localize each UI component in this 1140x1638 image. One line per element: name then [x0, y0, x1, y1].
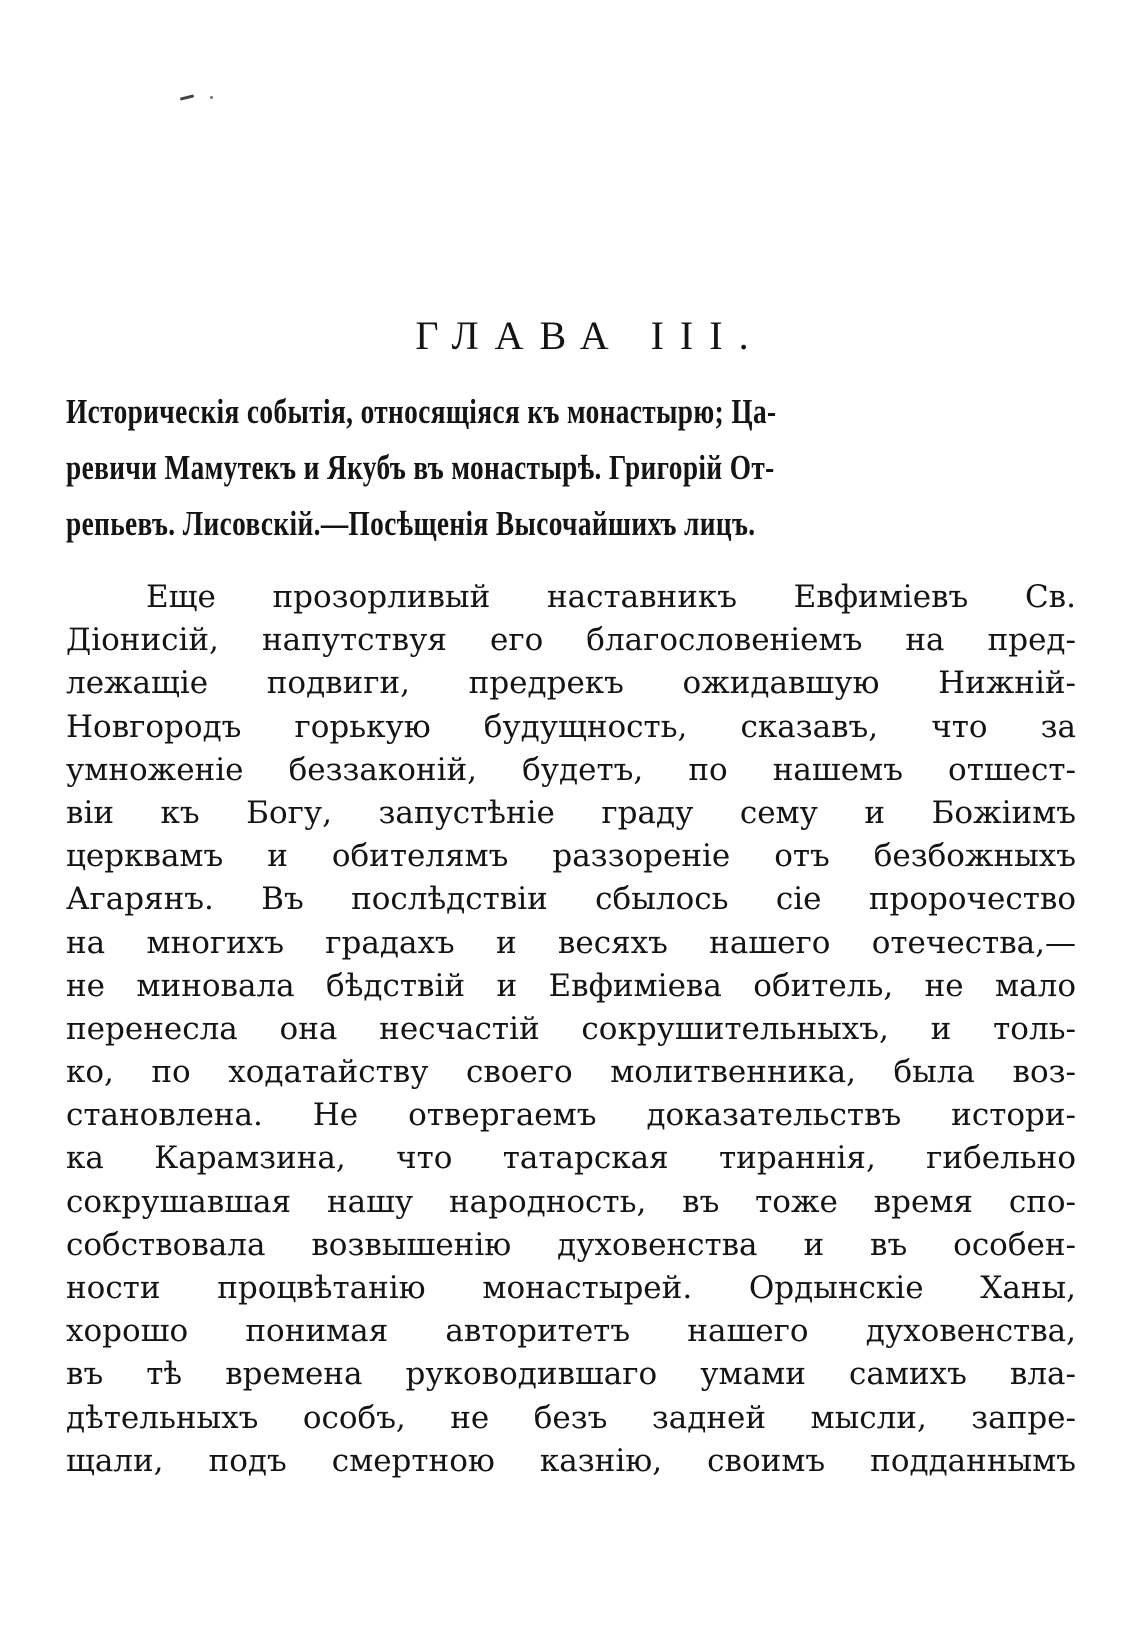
body-line: перенесла она несчастій сокрушительныхъ, и толь- [66, 1010, 1076, 1047]
body-line: въ тѣ времена руководившаго умами самихъ вла- [66, 1356, 1076, 1393]
body-line: ности процвѣтанію монастырей. Ордынскіе Ханы, [66, 1270, 1076, 1306]
body-line: хорошо понимая авторитетъ нашего духовенства, [66, 1313, 1076, 1350]
body-line: на многихъ градахъ и весяхъ нашего отечества,— [66, 924, 1076, 961]
summary-line: репьевъ. Лисовскій.—Посѣщенія Высочайшихъ лицъ. [66, 504, 756, 543]
chapter-summary [66, 384, 846, 552]
body-line: Новгородъ горькую будущность, сказавъ, что за [66, 708, 1076, 745]
body-line: дѣтельныхъ особъ, не безъ задней мысли, запре- [66, 1399, 1076, 1436]
body-line: ко, по ходатайству своего молитвенника, была воз- [66, 1054, 1076, 1091]
summary-line: ревичи Мамутекъ и Якубъ въ монастырѣ. Григорій От- [66, 448, 775, 487]
summary-line: Историческія событія, относящіяся къ монастырю; Ца- [66, 392, 777, 431]
body-line: не миновала бѣдствій и Евфиміева обитель, не мало [66, 967, 1076, 1004]
body-line: ка Карамзина, что татарская тираннія, гибельно [66, 1140, 1076, 1177]
body-line: лежащіе подвиги, предрекъ ожидавшую Нижній- [66, 665, 1076, 702]
print-speck [210, 96, 213, 99]
body-line: собствовала возвышенію духовенства и въ особен- [66, 1226, 1076, 1263]
body-line: щали, подъ смертною казнію, своимъ подданнымъ [66, 1442, 1076, 1479]
body-line: Еще прозорливый наставникъ Евфиміевъ Св. [146, 579, 1076, 615]
body-line: церквамъ и обителямъ раззореніе отъ безбожныхъ [66, 838, 1076, 875]
body-line: Діонисій, напутствуя его благословеніемъ на пред- [66, 622, 1076, 659]
body-line: Агарянъ. Въ послѣдствіи сбылось сіе пророчество [66, 881, 1076, 918]
body-line: умноженіе беззаконій, будетъ, по нашемъ отшест- [66, 751, 1076, 788]
chapter-heading: ГЛАВА III. [415, 313, 765, 358]
body-paragraph [66, 576, 1076, 1483]
body-line: становлена. Не отвергаемъ доказательствъ истори- [66, 1097, 1076, 1134]
body-line: віи къ Богу, запустѣніе граду сему и Божіимъ [66, 794, 1076, 831]
print-speck [180, 94, 194, 100]
body-line: сокрушавшая нашу народность, въ тоже время спо- [66, 1183, 1076, 1220]
